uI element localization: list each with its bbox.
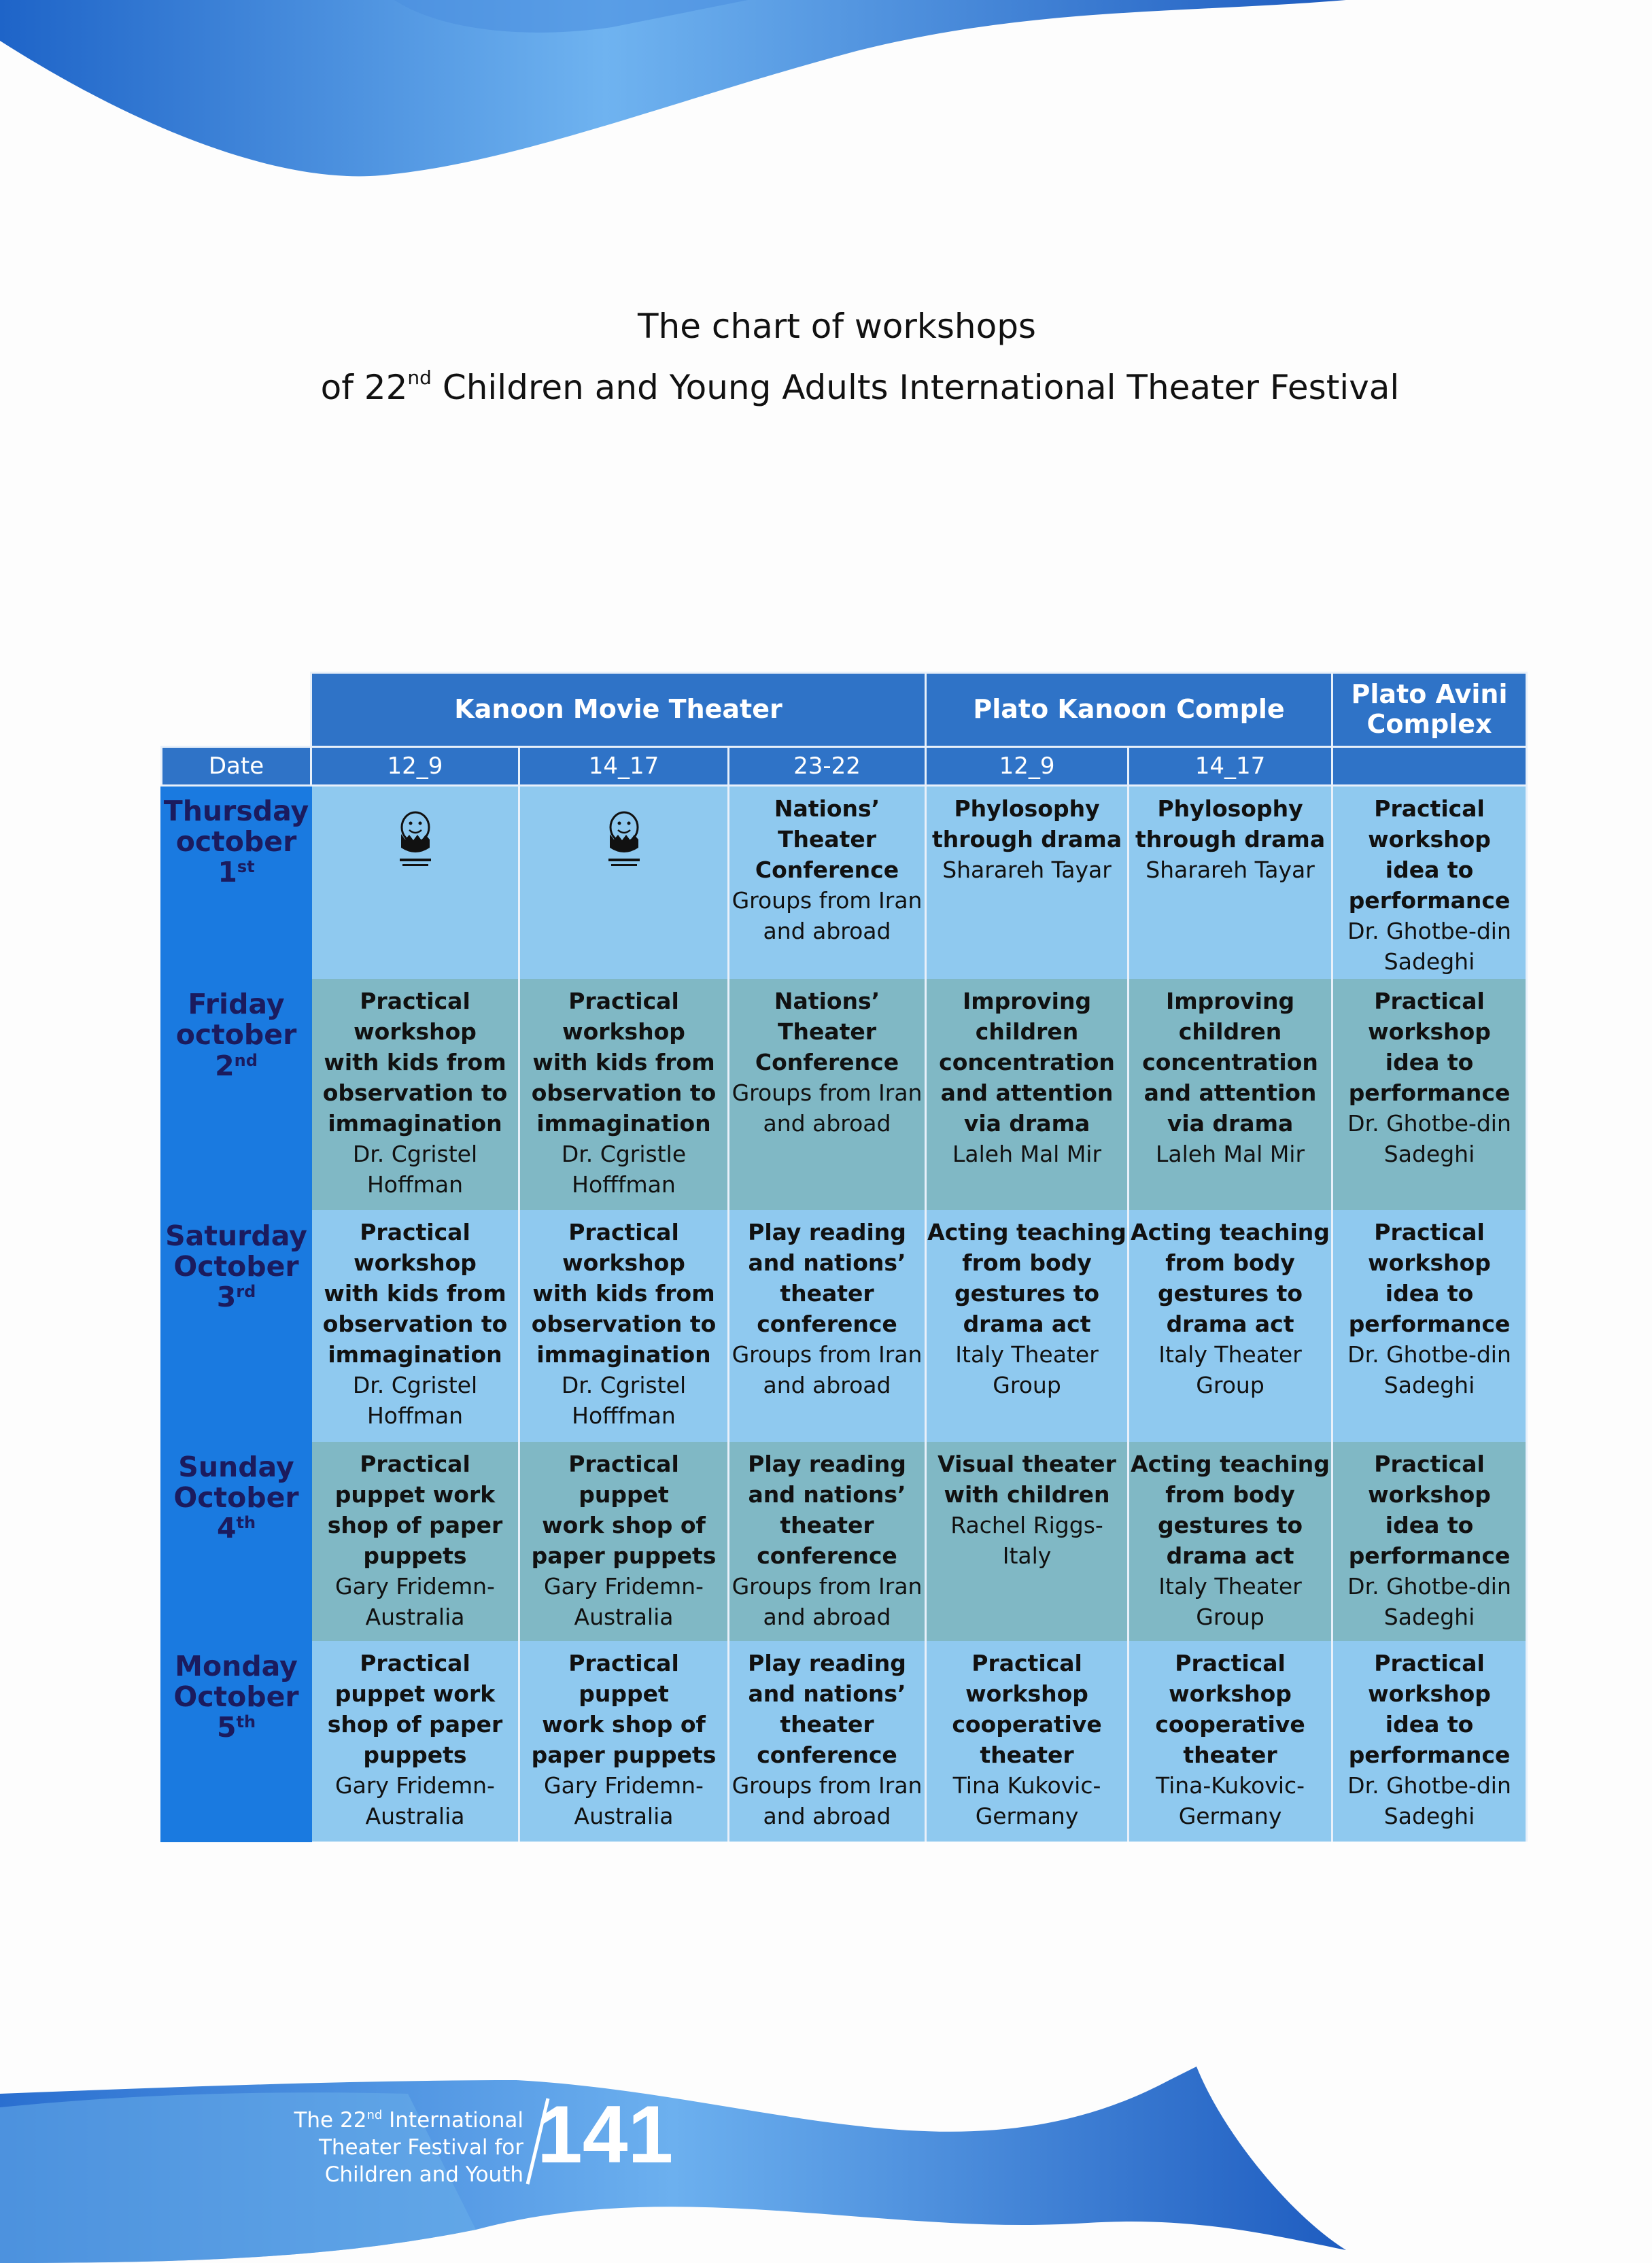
- workshop-title-line: workshop: [1368, 1018, 1491, 1045]
- workshop-title-line: workshop: [1368, 1481, 1491, 1508]
- footer-festival-name: The 22nd International Theater Festival for Children and Youth: [294, 2108, 523, 2187]
- workshop-detail-line: Sadeghi: [1383, 1140, 1475, 1167]
- workshop-detail-line: Australia: [365, 1802, 465, 1829]
- schedule-row: [162, 979, 1527, 1210]
- workshop-title-line: workshop: [1368, 1680, 1491, 1707]
- workshop-title-line: Practical: [360, 1450, 470, 1477]
- workshop-title-line: performance: [1348, 1542, 1511, 1569]
- day-cell: [162, 1641, 311, 1842]
- workshop-cell: [311, 786, 519, 979]
- workshop-detail-line: and abroad: [763, 1802, 891, 1829]
- workshop-title-line: Phylosophy: [954, 795, 1100, 822]
- day-cell: [162, 979, 311, 1210]
- workshop-detail-line: Dr. Cgristel: [561, 1372, 687, 1399]
- workshop-title-line: from body: [962, 1249, 1092, 1277]
- workshop-title-line: puppets: [363, 1741, 467, 1768]
- workshop-title-line: conference: [757, 1542, 897, 1569]
- workshop-cell: [1129, 979, 1332, 1210]
- day-cell: [162, 1210, 311, 1441]
- workshop-title-line: Play reading: [748, 1219, 906, 1246]
- bottom-wave-decoration: [0, 2053, 1652, 2263]
- workshop-title-line: conference: [757, 1741, 897, 1768]
- workshop-title-line: immagination: [536, 1109, 711, 1137]
- workshop-title-line: and nations’: [748, 1481, 906, 1508]
- workshop-cell: [519, 1641, 729, 1842]
- workshop-detail-line: Groups from Iran: [732, 1079, 923, 1106]
- workshop-title-line: Acting teaching: [1131, 1219, 1330, 1246]
- workshop-title-line: Nations’: [774, 795, 880, 822]
- workshop-title-line: from body: [1165, 1249, 1295, 1277]
- workshop-title-line: children: [975, 1018, 1079, 1045]
- day-name: Saturday: [165, 1219, 307, 1252]
- day-number: 5th: [216, 1711, 256, 1744]
- workshop-title-line: performance: [1348, 887, 1511, 914]
- workshop-detail-line: Australia: [574, 1603, 674, 1630]
- workshop-title-line: through drama: [1135, 826, 1326, 852]
- workshop-cell: [926, 1210, 1129, 1441]
- workshop-title-line: cooperative: [952, 1710, 1102, 1738]
- workshop-detail-line: Groups from Iran: [732, 887, 923, 914]
- workshop-detail-line: Australia: [574, 1802, 674, 1829]
- day-number: 2nd: [215, 1049, 258, 1082]
- workshop-cell: [1129, 1210, 1332, 1441]
- workshop-title-line: Theater: [777, 1018, 877, 1045]
- workshop-detail-line: and abroad: [763, 918, 891, 944]
- day-cell: [162, 1442, 311, 1641]
- workshop-title-line: performance: [1348, 1079, 1511, 1106]
- day-name: Thursday: [163, 795, 309, 827]
- venue-row: [162, 673, 1527, 747]
- festival-egg-logo-icon: [603, 803, 645, 871]
- workshop-title-line: via drama: [1167, 1109, 1294, 1137]
- workshop-detail-line: Dr. Ghotbe-din: [1347, 1341, 1511, 1368]
- workshop-detail-line: Hofffman: [572, 1171, 676, 1198]
- workshop-title-line: shop of paper: [327, 1710, 503, 1738]
- day-name: Monday: [175, 1650, 298, 1683]
- workshop-title-line: Practical: [360, 987, 470, 1014]
- workshop-title-line: puppet work: [334, 1481, 496, 1508]
- workshop-title-line: via drama: [963, 1109, 1090, 1137]
- workshop-cell: [1129, 1442, 1332, 1641]
- workshop-cell: [1129, 1641, 1332, 1842]
- workshop-title-line: Acting teaching: [1131, 1450, 1330, 1477]
- workshop-detail-line: and abroad: [763, 1109, 891, 1137]
- workshop-detail-line: Gary Fridemn-: [544, 1572, 704, 1600]
- workshop-title-line: theater: [780, 1710, 874, 1738]
- workshop-detail-line: Sadeghi: [1383, 1802, 1475, 1829]
- day-name: Friday: [188, 988, 285, 1021]
- workshop-title-line: Play reading: [748, 1450, 906, 1477]
- workshop-title-line: theater: [980, 1741, 1074, 1768]
- workshop-cell: [311, 979, 519, 1210]
- workshop-detail-line: Gary Fridemn-: [335, 1572, 495, 1600]
- workshop-title-line: workshop: [562, 1249, 685, 1277]
- workshop-title-line: theater: [780, 1511, 874, 1538]
- venue-header-blank: [162, 673, 311, 747]
- workshop-detail-line: Gary Fridemn-: [335, 1772, 495, 1799]
- workshop-title-line: shop of paper: [327, 1511, 503, 1538]
- month-name: October: [173, 1249, 299, 1283]
- festival-egg-logo-icon: [394, 803, 436, 871]
- workshop-title-line: and attention: [1143, 1079, 1317, 1106]
- workshop-detail-line: Hofffman: [572, 1402, 676, 1430]
- workshop-cell: [926, 786, 1129, 979]
- workshop-title-line: idea to: [1385, 857, 1474, 883]
- workshop-title-line: drama act: [1166, 1311, 1294, 1338]
- workshop-title-line: idea to: [1385, 1710, 1474, 1738]
- workshop-title-line: conference: [757, 1311, 897, 1338]
- workshop-cell: [311, 1641, 519, 1842]
- workshop-title-line: observation to: [322, 1079, 508, 1106]
- workshop-detail-line: Sadeghi: [1383, 1372, 1475, 1399]
- time-slot-header: 12_9: [926, 747, 1129, 786]
- workshop-detail-line: Dr. Ghotbe-din: [1347, 1772, 1511, 1799]
- workshop-title-line: and nations’: [748, 1680, 906, 1707]
- workshop-title-line: workshop: [1169, 1680, 1292, 1707]
- workshop-cell: [729, 786, 926, 979]
- workshop-title-line: theater: [1183, 1741, 1277, 1768]
- workshop-title-line: paper puppets: [531, 1741, 717, 1768]
- month-name: october: [175, 825, 297, 859]
- workshop-title-line: workshop: [1368, 1249, 1491, 1277]
- workshop-title-line: Play reading: [748, 1649, 906, 1676]
- workshop-cell: [311, 1442, 519, 1641]
- workshop-title-line: Theater: [777, 826, 877, 852]
- workshop-title-line: with kids from: [532, 1280, 715, 1307]
- workshop-title-line: Practical: [1374, 1450, 1485, 1477]
- workshop-title-line: Conference: [755, 1048, 899, 1075]
- workshop-title-line: performance: [1348, 1741, 1511, 1768]
- workshop-cell: [1129, 786, 1332, 979]
- workshop-title-line: immagination: [536, 1341, 711, 1368]
- workshop-title-line: Improving: [962, 987, 1092, 1014]
- workshop-cell: [729, 979, 926, 1210]
- workshop-title-line: with kids from: [324, 1280, 506, 1307]
- workshop-title-line: Practical puppet: [568, 1450, 679, 1508]
- workshop-title-line: with kids from: [532, 1048, 715, 1075]
- workshop-detail-line: Sadeghi: [1383, 948, 1475, 975]
- workshop-title-line: performance: [1348, 1311, 1511, 1338]
- workshop-cell: [311, 1210, 519, 1441]
- time-slot-header: [1332, 747, 1527, 786]
- workshop-title-line: concentration: [939, 1048, 1115, 1075]
- workshop-detail-line: Sharareh Tayar: [1146, 857, 1315, 883]
- workshop-title-line: Visual theater: [937, 1450, 1116, 1477]
- workshop-title-line: through drama: [931, 826, 1122, 852]
- workshop-detail-line: Groups from Iran: [732, 1572, 923, 1600]
- workshop-detail-line: Gary Fridemn-: [544, 1772, 704, 1799]
- workshop-title-line: Practical: [568, 1219, 679, 1246]
- workshop-title-line: workshop: [562, 1018, 685, 1045]
- workshop-title-line: immagination: [328, 1341, 502, 1368]
- workshop-title-line: from body: [1165, 1481, 1295, 1508]
- workshop-cell: [1332, 786, 1527, 979]
- workshop-title-line: Conference: [755, 857, 899, 883]
- day-number: 3rd: [216, 1280, 256, 1313]
- workshop-title-line: workshop: [354, 1249, 477, 1277]
- month-name: October: [173, 1680, 299, 1714]
- workshop-title-line: gestures to: [1157, 1511, 1303, 1538]
- workshop-title-line: observation to: [322, 1311, 508, 1338]
- workshop-detail-line: and abroad: [763, 1372, 891, 1399]
- workshop-title-line: workshop: [354, 1018, 477, 1045]
- workshop-title-line: cooperative: [1155, 1710, 1305, 1738]
- workshop-title-line: Practical: [360, 1219, 470, 1246]
- workshop-title-line: and attention: [940, 1079, 1114, 1106]
- workshop-title-line: idea to: [1385, 1048, 1474, 1075]
- workshop-detail-line: Groups from Iran: [732, 1772, 923, 1799]
- schedule-row: [162, 1210, 1527, 1441]
- workshop-detail-line: Dr. Ghotbe-din: [1347, 1109, 1511, 1137]
- workshop-title-line: with kids from: [324, 1048, 506, 1075]
- workshop-title-line: Practical: [971, 1649, 1082, 1676]
- workshop-title-line: Practical: [1175, 1649, 1286, 1676]
- workshop-title-line: Practical: [1374, 1649, 1485, 1676]
- schedule-row: [162, 1442, 1527, 1641]
- workshop-detail-line: Dr. Ghotbe-din: [1347, 1572, 1511, 1600]
- workshop-title-line: Practical puppet: [568, 1649, 679, 1707]
- date-column-header: Date: [162, 747, 311, 786]
- chart-subtitle: of 22nd Children and Young Adults International Theater Festival: [320, 366, 1400, 407]
- workshop-detail-line: Italy Theater: [1158, 1341, 1302, 1368]
- workshop-detail-line: Italy Theater: [1158, 1572, 1302, 1600]
- workshop-detail-line: Group: [1196, 1372, 1264, 1399]
- schedule-row: [162, 1641, 1527, 1842]
- workshop-detail-line: Dr. Cgristel: [352, 1372, 478, 1399]
- workshop-detail-line: Group: [1196, 1603, 1264, 1630]
- venue-header: Plato Kanoon Comple: [926, 673, 1332, 747]
- month-name: october: [175, 1018, 297, 1052]
- workshop-detail-line: Dr. Cgristel: [352, 1140, 478, 1167]
- workshop-detail-line: Laleh Mal Mir: [952, 1140, 1102, 1167]
- workshop-cell: [1332, 1442, 1527, 1641]
- workshop-cell: [1332, 1210, 1527, 1441]
- workshop-detail-line: and abroad: [763, 1603, 891, 1630]
- workshop-detail-line: Hoffman: [366, 1402, 464, 1430]
- workshop-title-line: gestures to: [954, 1280, 1100, 1307]
- workshop-title-line: work shop of: [542, 1710, 706, 1738]
- workshop-title-line: Phylosophy: [1157, 795, 1303, 822]
- workshop-cell: [926, 1641, 1129, 1842]
- time-slot-header: 12_9: [311, 747, 519, 786]
- workshop-detail-line: Germany: [975, 1802, 1079, 1829]
- time-slot-header: 14_17: [1129, 747, 1332, 786]
- workshop-detail-line: Italy Theater: [955, 1341, 1099, 1368]
- workshop-title-line: Practical: [360, 1649, 470, 1676]
- workshop-title-line: Practical: [568, 987, 679, 1014]
- workshop-title-line: drama act: [963, 1311, 1091, 1338]
- workshop-title-line: idea to: [1385, 1511, 1474, 1538]
- time-slot-header: 23-22: [729, 747, 926, 786]
- time-slot-header: 14_17: [519, 747, 729, 786]
- workshop-cell: [926, 1442, 1129, 1641]
- workshop-title-line: and nations’: [748, 1249, 906, 1277]
- workshop-title-line: workshop: [1368, 826, 1491, 852]
- workshop-title-line: workshop: [965, 1680, 1088, 1707]
- workshop-title-line: children: [1178, 1018, 1282, 1045]
- workshop-title-line: paper puppets: [531, 1542, 717, 1569]
- time-header-row: [162, 747, 1527, 786]
- day-number: 1st: [218, 856, 255, 889]
- workshop-title-line: puppet work: [334, 1680, 496, 1707]
- workshop-detail-line: Rachel Riggs-Italy: [950, 1511, 1103, 1569]
- workshop-title-line: Improving: [1165, 987, 1295, 1014]
- workshop-title-line: Practical: [1374, 987, 1485, 1014]
- workshop-cell: [519, 979, 729, 1210]
- workshop-cell: [519, 1210, 729, 1441]
- workshop-detail-line: Dr. Ghotbe-din: [1347, 918, 1511, 944]
- workshop-title-line: Acting teaching: [927, 1219, 1126, 1246]
- workshop-detail-line: Hoffman: [366, 1171, 464, 1198]
- workshop-title-line: gestures to: [1157, 1280, 1303, 1307]
- workshop-schedule-table: [160, 672, 1528, 1842]
- workshop-title-line: observation to: [531, 1079, 717, 1106]
- workshop-cell: [729, 1641, 926, 1842]
- workshop-detail-line: Laleh Mal Mir: [1156, 1140, 1305, 1167]
- workshop-title-line: Nations’: [774, 987, 880, 1014]
- day-name: Sunday: [178, 1451, 294, 1484]
- day-number: 4th: [216, 1512, 256, 1545]
- venue-header: Plato Avini Complex: [1332, 673, 1527, 747]
- workshop-title-line: Practical: [1374, 795, 1485, 822]
- workshop-cell: [519, 786, 729, 979]
- page-number: 141: [537, 2089, 674, 2180]
- workshop-detail-line: Germany: [1178, 1802, 1282, 1829]
- workshop-title-line: concentration: [1142, 1048, 1318, 1075]
- workshop-title-line: immagination: [328, 1109, 502, 1137]
- workshop-detail-line: Australia: [365, 1603, 465, 1630]
- top-wave-decoration: [0, 0, 1652, 184]
- workshop-detail-line: Dr. Cgristle: [561, 1140, 687, 1167]
- workshop-title-line: drama act: [1166, 1542, 1294, 1569]
- workshop-detail-line: Tina Kukovic-: [952, 1772, 1101, 1799]
- workshop-cell: [729, 1210, 926, 1441]
- day-cell: [162, 786, 311, 979]
- workshop-title-line: theater: [780, 1280, 874, 1307]
- workshop-cell: [1332, 979, 1527, 1210]
- chart-title: The chart of workshops: [638, 307, 1036, 346]
- workshop-title-line: observation to: [531, 1311, 717, 1338]
- schedule-row: [162, 786, 1527, 979]
- venue-header: Kanoon Movie Theater: [311, 673, 926, 747]
- workshop-detail-line: Groups from Iran: [732, 1341, 923, 1368]
- workshop-title-line: with children: [944, 1481, 1110, 1508]
- workshop-cell: [729, 1442, 926, 1641]
- workshop-cell: [926, 979, 1129, 1210]
- workshop-cell: [1332, 1641, 1527, 1842]
- workshop-detail-line: Sadeghi: [1383, 1603, 1475, 1630]
- workshop-title-line: work shop of: [542, 1511, 706, 1538]
- workshop-detail-line: Group: [993, 1372, 1061, 1399]
- workshop-cell: [519, 1442, 729, 1641]
- workshop-title-line: idea to: [1385, 1280, 1474, 1307]
- workshop-title-line: puppets: [363, 1542, 467, 1569]
- month-name: October: [173, 1481, 299, 1515]
- workshop-detail-line: Sharareh Tayar: [942, 857, 1112, 883]
- workshop-title-line: Practical: [1374, 1219, 1485, 1246]
- workshop-detail-line: Tina-Kukovic-: [1155, 1772, 1305, 1799]
